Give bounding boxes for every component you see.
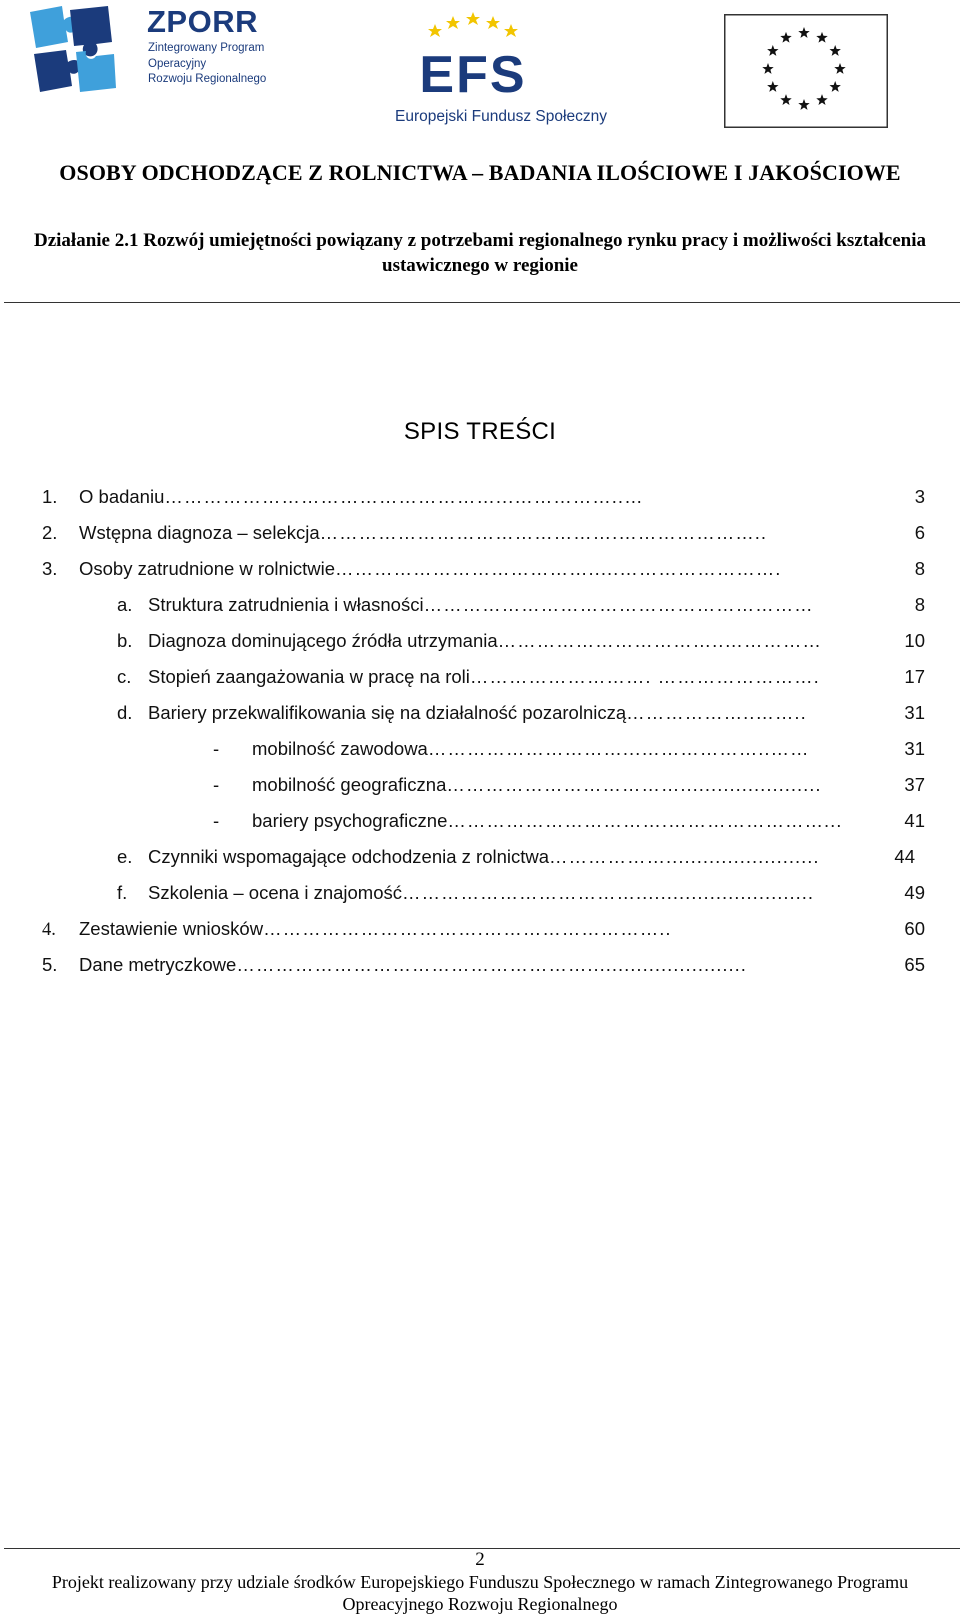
toc-entry[interactable] bbox=[42, 558, 925, 586]
efs-logo bbox=[395, 10, 607, 128]
page-number: 2 bbox=[475, 1549, 485, 1570]
toc-entry-label: Wstępna diagnoza – selekcja bbox=[79, 522, 320, 543]
toc-entry-label: O badaniu bbox=[79, 486, 165, 507]
toc-entry-leader: ………………..…….. bbox=[626, 702, 807, 723]
toc-entry-number: e. bbox=[117, 846, 133, 867]
toc-entry-number: 4. bbox=[42, 920, 56, 940]
toc-entry-leader: …………………………………………………… bbox=[423, 594, 814, 615]
header-divider bbox=[4, 302, 960, 303]
toc-entry-leader: ………………………………....................... bbox=[446, 774, 822, 795]
toc-entry-number: f. bbox=[117, 882, 128, 903]
toc-entry[interactable] bbox=[117, 882, 925, 910]
toc-entry-page: 41 bbox=[904, 810, 925, 831]
toc-entry-page: 44 bbox=[894, 846, 915, 867]
zporr-subtitle: Zintegrowany Program Operacyjny Rozwoju Regionalnego bbox=[148, 42, 267, 85]
toc-entry-leader: ………………......................... bbox=[549, 846, 820, 867]
toc-entry[interactable] bbox=[117, 666, 925, 694]
toc-entry-leader: …………………………...………………..…… bbox=[427, 738, 810, 759]
efs-stars-icon bbox=[428, 12, 518, 37]
zporr-logo bbox=[26, 2, 266, 98]
toc-heading: SPIS TREŚCI bbox=[403, 418, 557, 445]
toc-entry[interactable] bbox=[213, 738, 925, 766]
toc-entry-leader: ………………………………............................. bbox=[402, 882, 815, 903]
zporr-title: ZPORR bbox=[147, 4, 258, 39]
toc-entry-number: - bbox=[213, 738, 220, 759]
toc-entry[interactable] bbox=[117, 702, 925, 730]
toc-entry-label: bariery psychograficzne bbox=[252, 810, 448, 831]
efs-caption: Europejski Fundusz Społeczny bbox=[395, 108, 607, 125]
toc-entry-number: 5. bbox=[42, 954, 58, 975]
puzzle-icon bbox=[26, 2, 122, 98]
toc-entry-label: mobilność geograficzna bbox=[252, 774, 447, 795]
toc-entry-leader: ……………………………………………...……………..… bbox=[164, 486, 644, 507]
toc-entry-number: - bbox=[213, 774, 220, 795]
toc-entry[interactable] bbox=[42, 486, 925, 514]
toc-entry[interactable] bbox=[117, 594, 925, 622]
toc-entry-page: 8 bbox=[914, 594, 925, 615]
toc-entry-label: Zestawienie wniosków bbox=[79, 918, 264, 939]
toc-entry-label: Struktura zatrudnienia i własności bbox=[148, 594, 424, 615]
toc-entry[interactable] bbox=[42, 918, 925, 946]
toc-entry-leader: …………………………….……………………... bbox=[447, 810, 843, 831]
toc-entry[interactable] bbox=[42, 954, 925, 982]
toc-entry-number: 3. bbox=[42, 558, 58, 579]
toc-entry-page: 31 bbox=[904, 702, 925, 723]
toc-entry-page: 37 bbox=[904, 774, 925, 795]
toc-entry-label: Stopień zaangażowania w pracę na roli bbox=[148, 666, 470, 687]
toc-entry-label: Czynniki wspomagające odchodzenia z rolnictwa bbox=[148, 846, 550, 867]
toc-entry-number: a. bbox=[117, 594, 133, 615]
toc-entry-number: 1. bbox=[42, 486, 58, 507]
toc-entry-leader: ………………………………….....……………………. bbox=[335, 558, 782, 579]
toc-entry-page: 60 bbox=[904, 918, 925, 939]
eu-flag-icon bbox=[724, 14, 888, 128]
toc-entry-leader: ……………………………………….………………….. bbox=[319, 522, 768, 543]
toc-entry-page: 65 bbox=[904, 954, 925, 975]
toc-entry-number: b. bbox=[117, 630, 133, 651]
toc-entry-label: mobilność zawodowa bbox=[252, 738, 428, 759]
toc-entry-label: Szkolenia – ocena i znajomość bbox=[148, 882, 403, 903]
toc-entry-number: - bbox=[213, 810, 220, 831]
toc-entry-number: c. bbox=[117, 666, 132, 687]
toc-entry-leader: ………………………. ……………………. bbox=[469, 666, 820, 687]
toc-entry-page: 10 bbox=[904, 630, 925, 651]
toc-entry[interactable] bbox=[213, 774, 925, 802]
toc-entry[interactable] bbox=[42, 522, 925, 550]
toc-entry[interactable] bbox=[117, 846, 915, 874]
eu-flag-logo bbox=[724, 14, 888, 128]
toc-entry[interactable] bbox=[213, 810, 925, 838]
toc-entry-leader: …………………………….……………………….. bbox=[263, 918, 672, 939]
toc-entry-label: Dane metryczkowe bbox=[79, 954, 237, 975]
toc-entry-leader: ……………………………………………….......................... bbox=[236, 954, 747, 975]
toc-entry-page: 3 bbox=[914, 486, 925, 507]
efs-emblem bbox=[395, 10, 585, 106]
toc-entry-page: 49 bbox=[904, 882, 925, 903]
toc-entry-number: 2. bbox=[42, 522, 58, 543]
document-title: OSOBY ODCHODZĄCE Z ROLNICTWA – BADANIA ILOŚCIOWE I JAKOŚCIOWE bbox=[59, 160, 901, 185]
toc-entry-page: 6 bbox=[914, 522, 925, 543]
toc-entry[interactable] bbox=[117, 630, 925, 658]
toc-entry-label: Diagnoza dominującego źródła utrzymania bbox=[148, 630, 498, 651]
efs-title: EFS bbox=[419, 46, 527, 104]
footer-text: Projekt realizowany przy udziale środków Europejskiego Funduszu Społecznego w ramach Zintegrowanego Programu Opreacyjnego Rozwoju Regionalnego bbox=[51, 1572, 909, 1614]
toc-entry-label: Osoby zatrudnione w rolnictwie bbox=[79, 558, 336, 579]
toc-entry-leader: ……………………………..…………… bbox=[497, 630, 822, 651]
document-subtitle: Działanie 2.1 Rozwój umiejętności powiązany z potrzebami regionalnego rynku pracy i możliwości kształcenia ustawicznego w regionie bbox=[33, 230, 927, 276]
toc-entry-label: Bariery przekwalifikowania się na działalność pozarolniczą bbox=[148, 702, 627, 723]
toc-entry-page: 17 bbox=[904, 666, 925, 687]
toc-entry-number: d. bbox=[117, 702, 133, 723]
toc-entry-page: 31 bbox=[904, 738, 925, 759]
toc-entry-page: 8 bbox=[914, 558, 925, 579]
